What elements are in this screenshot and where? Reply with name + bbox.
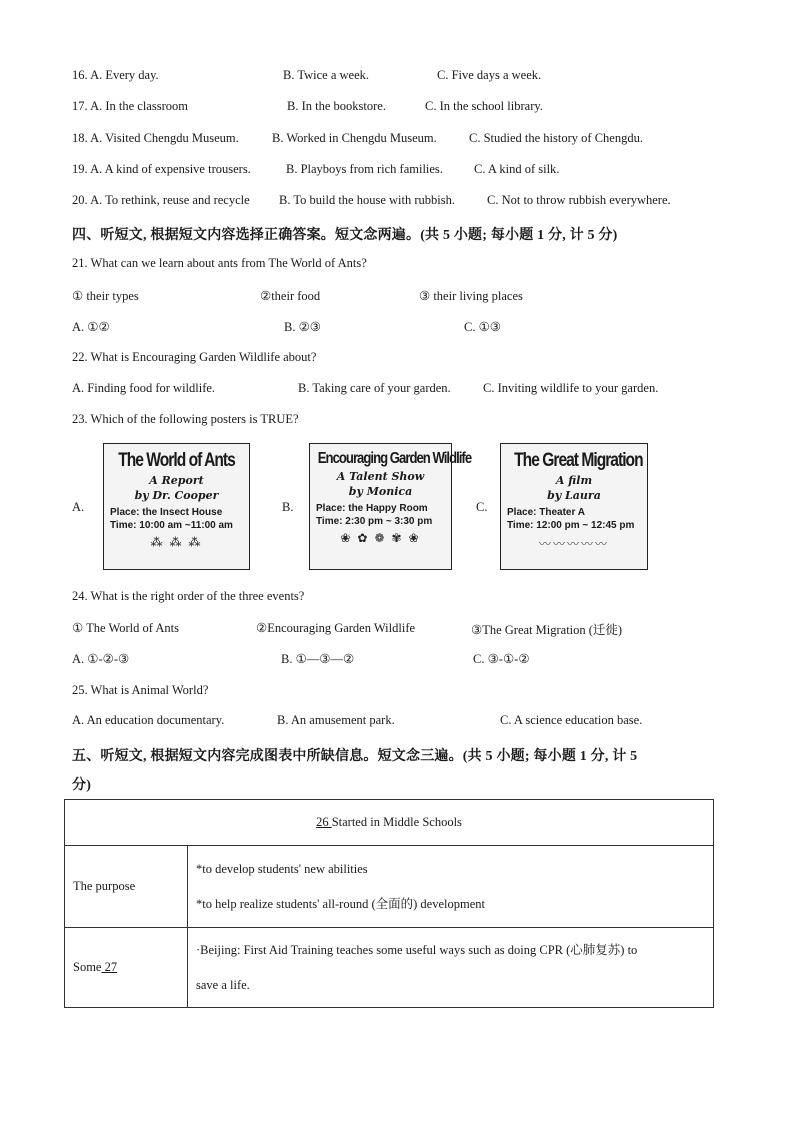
q21-option-a: A. ①② (72, 320, 110, 334)
q20-option-b: B. To build the house with rubbish. (279, 193, 455, 207)
q19-a-text: A. A kind of expensive trousers. (90, 162, 251, 176)
info-table (64, 799, 714, 1008)
some-label: Some (73, 960, 102, 974)
q24-item-2: ②Encouraging Garden Wildlife (256, 621, 416, 635)
q25-option-a: A. An education documentary. (72, 713, 225, 727)
poster-author: by Dr. Cooper (134, 489, 219, 502)
q21-option-c: C. ①③ (464, 320, 501, 334)
q18-a-text: A. Visited Chengdu Museum. (90, 131, 239, 145)
poster-title: The World of Ants (118, 450, 235, 471)
q16-number: 16. (72, 68, 88, 82)
q18-option-a (72, 131, 239, 146)
poster-place: Place: the Happy Room (316, 503, 428, 514)
q25-stem: 25. What is Animal World? (72, 683, 209, 697)
poster-subtitle: A Report (149, 474, 204, 487)
row-content-some (188, 928, 714, 1008)
q24-option-c: C. ③-①-② (473, 652, 530, 666)
q18-option-b: B. Worked in Chengdu Museum. (272, 131, 437, 145)
purpose-line-2: *to help realize students' all-round (全面的) development (196, 896, 485, 911)
poster-title: Encouraging Garden Wildlife (317, 450, 472, 467)
some-line-1: ·Beijing: First Aid Training teaches some useful ways such as doing CPR (心肺复苏) to (196, 942, 638, 957)
poster-time: Time: 2:30 pm ~ 3:30 pm (316, 516, 433, 527)
some-line-2: save a life. (196, 977, 250, 992)
row-label-purpose: The purpose (65, 846, 188, 928)
q22-option-a: A. Finding food for wildlife. (72, 381, 216, 395)
q24-option-b: B. ①—③—② (281, 652, 355, 666)
table-row (65, 846, 714, 928)
q16-a-text: A. Every day. (90, 68, 159, 82)
ants-icon: ⁂ ⁂ ⁂ (150, 535, 203, 549)
q16-option-a (72, 68, 159, 83)
poster-encouraging-garden-wildlife (309, 443, 472, 570)
q20-option-c: C. Not to throw rubbish everywhere. (487, 193, 671, 207)
poster-subtitle: A Talent Show (336, 470, 425, 483)
table-row (65, 928, 714, 1008)
poster-world-of-ants (103, 443, 250, 570)
q25-option-b: B. An amusement park. (277, 713, 395, 727)
q19-option-b: B. Playboys from rich families. (286, 162, 443, 176)
section-5-heading-cont: 分) (72, 778, 92, 793)
q21-item-3: ③ their living places (419, 289, 523, 303)
row-content-purpose (188, 846, 714, 928)
q19-number: 19. (72, 162, 88, 176)
poster-place: Place: the Insect House (110, 507, 223, 518)
q21-stem: 21. What can we learn about ants from The World of Ants? (72, 256, 367, 270)
q17-option-a (72, 99, 188, 114)
q21-option-b: B. ②③ (284, 320, 321, 334)
section-4-heading: 四、听短文, 根据短文内容选择正确答案。短文念两遍。(共 5 小题; 每小题 1 分, 计 5 分) (72, 228, 618, 243)
poster-author: by Monica (348, 485, 413, 498)
q18-number: 18. (72, 131, 88, 145)
q24-item-1: ① The World of Ants (72, 621, 179, 635)
q17-number: 17. (72, 99, 88, 113)
poster-title: The Great Migration (514, 450, 643, 471)
q24-item-3: ③The Great Migration (迁徙) (471, 623, 623, 637)
poster-a-label: A. (72, 500, 85, 514)
table-title-cell (65, 800, 714, 846)
q16-option-b: B. Twice a week. (283, 68, 370, 82)
poster-b-label: B. (282, 500, 294, 514)
q16-option-c: C. Five days a week. (437, 68, 542, 82)
q22-option-c: C. Inviting wildlife to your garden. (483, 381, 659, 395)
q20-number: 20. (72, 193, 88, 207)
herd-icon: 〰〰〰〰〰 (538, 537, 609, 551)
q22-stem: 22. What is Encouraging Garden Wildlife about? (72, 350, 317, 364)
poster-c-label: C. (476, 500, 488, 514)
row-label-some (65, 928, 188, 1008)
q18-option-c: C. Studied the history of Chengdu. (469, 131, 643, 145)
q24-stem: 24. What is the right order of the three events? (72, 589, 305, 603)
table-title-text: Started in Middle Schools (331, 815, 462, 829)
poster-place: Place: Theater A (507, 507, 585, 518)
q23-stem: 23. Which of the following posters is TRUE? (72, 412, 299, 426)
poster-time: Time: 10:00 am ~11:00 am (110, 520, 233, 531)
q21-item-2: ②their food (260, 289, 321, 303)
q17-option-b: B. In the bookstore. (287, 99, 386, 113)
purpose-line-1: *to develop students' new abilities (196, 861, 368, 876)
poster-great-migration (500, 443, 648, 570)
q22-option-b: B. Taking care of your garden. (298, 381, 451, 395)
q20-a-text: A. To rethink, reuse and recycle (90, 193, 250, 207)
q17-a-text: A. In the classroom (90, 99, 188, 113)
q17-option-c: C. In the school library. (425, 99, 543, 113)
blank-26[interactable]: 26 (316, 815, 332, 829)
q25-option-c: C. A science education base. (500, 713, 643, 727)
q21-item-1: ① their types (72, 289, 139, 303)
q20-option-a (72, 193, 250, 208)
q24-option-a: A. ①-②-③ (72, 652, 130, 666)
poster-author: by Laura (547, 489, 601, 502)
section-5-heading: 五、听短文, 根据短文内容完成图表中所缺信息。短文念三遍。(共 5 小题; 每小题 1 分, 计 5 (72, 749, 638, 764)
table-title-row (65, 800, 714, 846)
q19-option-c: C. A kind of silk. (474, 162, 560, 176)
blank-27[interactable]: 27 (101, 960, 118, 974)
poster-time: Time: 12:00 pm ~ 12:45 pm (507, 520, 635, 531)
flowers-icon: ❀ ✿ ❁ ✾ ❀ (340, 531, 421, 545)
q19-option-a (72, 162, 251, 177)
poster-subtitle: A film (555, 474, 593, 487)
